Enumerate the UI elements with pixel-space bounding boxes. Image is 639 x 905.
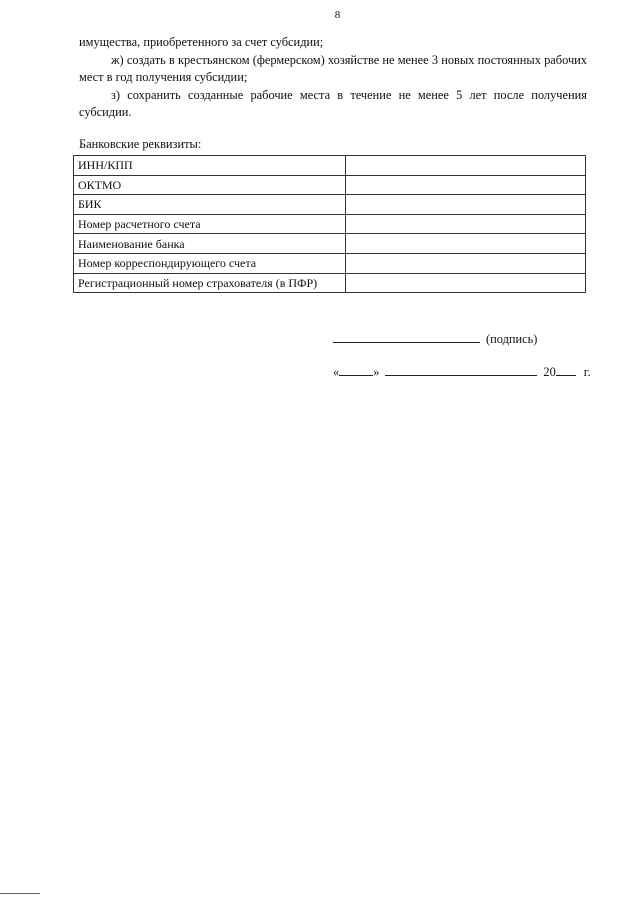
row-value-oktmo[interactable] [346,175,586,195]
signature-block [333,330,537,347]
row-label-oktmo: ОКТМО [74,175,346,195]
date-month-blank[interactable] [385,363,537,376]
row-value-bank-name[interactable] [346,234,586,254]
date-year-blank[interactable] [556,363,576,376]
scan-edge-mark [0,893,40,894]
date-day-blank[interactable] [339,363,373,376]
row-label-correspondent-account: Номер корреспондирующего счета [74,253,346,273]
date-year-prefix: 20 [543,365,556,379]
paragraph-continuation: имущества, приобретенного за счет субсидии; [79,35,324,49]
bank-details-heading: Банковские реквизиты: [79,137,202,151]
row-label-inn-kpp: ИНН/КПП [74,156,346,176]
signature-label: (подпись) [486,332,538,346]
table-row [74,253,586,273]
table-row [74,234,586,254]
row-label-bank-name: Наименование банка [74,234,346,254]
paragraph-item-z: з) сохранить созданные рабочие места в течение не менее 5 лет после получения субсидии. [79,87,587,119]
date-block [333,363,596,380]
row-label-account-number: Номер расчетного счета [74,214,346,234]
signature-blank[interactable] [333,330,480,343]
page-number: 8 [334,9,341,21]
row-value-account-number[interactable] [346,214,586,234]
date-year-suffix: г. [583,365,591,379]
bank-details-table [73,155,586,293]
row-value-bik[interactable] [346,195,586,215]
table-row [74,273,586,293]
table-row [74,175,586,195]
document-body [79,34,587,122]
row-value-pfr-number[interactable] [346,273,586,293]
paragraph-item-zh: ж) создать в крестьянском (фермерском) хозяйстве не менее 3 новых постоянных рабочих мест в год получения субсидии; [79,52,587,84]
row-label-bik: БИК [74,195,346,215]
table-row [74,156,586,176]
row-value-correspondent-account[interactable] [346,253,586,273]
row-value-inn-kpp[interactable] [346,156,586,176]
date-open-quote: « [333,365,340,379]
table-row [74,195,586,215]
row-label-pfr-number: Регистрационный номер страхователя (в ПФР) [74,273,346,293]
date-close-quote: » [373,365,380,379]
table-row [74,214,586,234]
